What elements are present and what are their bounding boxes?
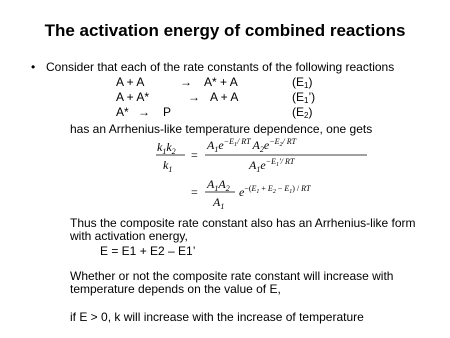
equation-2 [155, 176, 355, 212]
eq1-denominator: $A_1e^{-E}1'/$ RT [249, 157, 295, 174]
reaction-2-left: A + A* [116, 90, 150, 104]
dependence-text-line-1: Whether or not the composite rate constant will increase with [70, 269, 394, 283]
reaction-3-left: A* [116, 105, 129, 119]
eq2-exponential: e−(E1 + E2 − E1) / RT [239, 184, 311, 199]
bullet-intro-text: Consider that each of the rate constants of the following reactions [46, 60, 395, 74]
bullet-marker: • [31, 60, 36, 74]
reaction-3-right: P [163, 105, 172, 119]
reaction-1-left: A + A [116, 75, 145, 89]
equation-1 [155, 136, 375, 176]
reaction-3-arrow: → [138, 105, 150, 119]
eq2-equals: = [191, 185, 198, 199]
reaction-1-arrow: → [180, 75, 192, 89]
reaction-1-energy: $(E_1)$ [292, 75, 313, 90]
slide-title: The activation energy of combined reactions [44, 21, 406, 40]
composite-text-line-2: with activation energy, [70, 229, 188, 243]
eq1-equals: = [191, 148, 198, 162]
reaction-3-energy: $(E_2)$ [292, 105, 313, 120]
reaction-2-right: A + A [210, 90, 239, 104]
eq1-lhs-numerator: $k_1k_2$ [157, 140, 176, 156]
eq2-denominator: $A_1$ [213, 195, 225, 211]
reaction-2-arrow: → [188, 90, 200, 104]
activation-energy-formula: E = E1 + E2 – E1’ [100, 244, 196, 258]
eq1-numerator: $A_1e^{-E}1/$ RT $A_2e^{-E}2/$ RT [207, 137, 297, 154]
dependence-text-line-2: temperature depends on the value of E, [70, 282, 281, 296]
arrhenius-statement: has an Arrhenius-like temperature dependence, one gets [70, 122, 373, 136]
reaction-1-right: A* + A [204, 75, 238, 89]
composite-text-line-1: Thus the composite rate constant also has an Arrhenius-like form [70, 216, 416, 230]
eq2-numerator: $A_1A_2$ [207, 177, 230, 193]
eq1-lhs-denominator: $k_1$ [163, 158, 173, 174]
reaction-2-energy: $(E_1’)$ [292, 90, 316, 105]
conclusion-text: if E > 0, k will increase with the increase of temperature [70, 310, 364, 324]
